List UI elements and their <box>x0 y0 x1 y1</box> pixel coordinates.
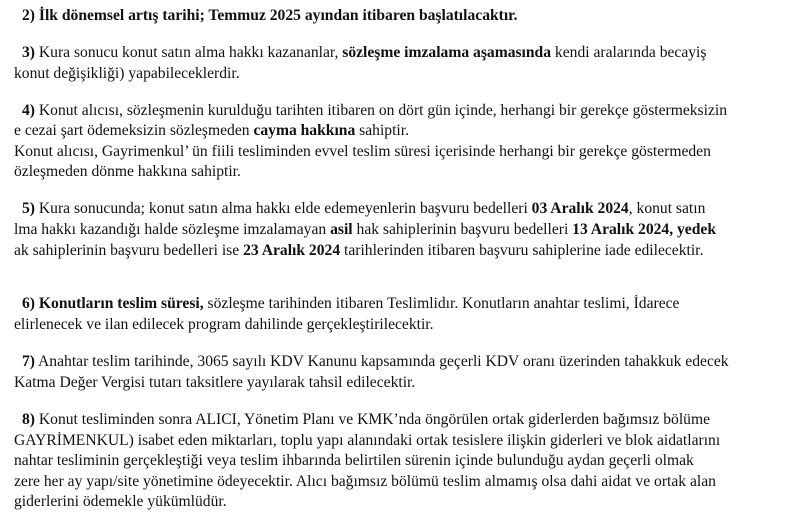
text-run: 23 Aralık 2024 <box>243 242 341 259</box>
text-run: Konut alıcısı, sözleşmenin kurulduğu tarihten itibaren on dört gün içinde, herhangi bir gerekçe göstermeksizin <box>35 102 728 119</box>
text-run: ak sahiplerinin başvuru bedelleri ise <box>14 242 244 259</box>
text-run: sahiptir. <box>355 122 409 139</box>
paragraph-8-line-2 <box>14 431 720 451</box>
paragraph-5-line-1 <box>22 199 705 219</box>
text-run: Konut alıcısı, Gayrimenkul’ ün fiili tesliminden evvel teslim süresi içerisinde herhangi bir gerekçe göstermeden <box>14 143 711 160</box>
text-run: 13 Aralık 2024, yedek <box>572 221 716 238</box>
paragraph-4-line-3 <box>14 142 711 162</box>
text-run: 8) <box>22 411 35 428</box>
text-run: cayma hakkına <box>253 122 356 139</box>
text-run: GAYRİMENKUL) isabet eden miktarları, toplu yapı alanındaki ortak tesislere ilişkin giderleri ve blok aidatlarını <box>14 432 721 449</box>
paragraph-3-line-2 <box>14 64 240 84</box>
text-run: lma hakkı kazandığı halde sözleşme imzalamayan <box>14 221 331 238</box>
text-run: 03 Aralık 2024 <box>531 200 629 217</box>
text-run: Anahtar teslim tarihinde, 3065 sayılı KDV Kanunu kapsamında geçerli KDV oranı üzerinden tahakkuk edecek <box>35 353 729 370</box>
paragraph-2-line-1 <box>22 6 518 26</box>
text-run: sözleşme imzalama aşamasında <box>342 44 552 61</box>
paragraph-4-line-1 <box>22 101 727 121</box>
text-run: Kura sonucunda; konut satın alma hakkı elde edemeyenlerin başvuru bedelleri <box>35 200 532 217</box>
text-run: 5) <box>22 200 35 217</box>
paragraph-8-line-4 <box>14 472 716 492</box>
paragraph-6-line-2 <box>14 315 434 335</box>
paragraph-8-line-5 <box>14 492 227 512</box>
text-run: , konut satın <box>628 200 706 217</box>
paragraph-4-line-2 <box>14 121 409 141</box>
text-run: Konut tesliminden sonra ALICI, Yönetim Planı ve KMK’nda öngörülen ortak giderlerden bağımsız bölüme <box>35 411 711 428</box>
text-run: hak sahiplerinin başvuru bedelleri <box>352 221 573 238</box>
text-run: 2) İlk dönemsel artış tarihi; Temmuz 2025 ayından itibaren başlatılacaktır. <box>22 7 518 24</box>
text-run: 4) <box>22 102 35 119</box>
text-run: sözleşme tarihinden itibaren Teslimlidır. Konutların anahtar teslimi, İdarece <box>203 295 680 312</box>
paragraph-8-line-3 <box>14 451 694 471</box>
text-run: kendi aralarında becayiş <box>551 44 707 61</box>
text-run: konut değişikliği) yapabileceklerdir. <box>14 65 240 82</box>
text-run: e cezai şart ödemeksizin sözleşmeden <box>14 122 254 139</box>
text-run: 6) Konutların teslim süresi, <box>22 295 204 312</box>
paragraph-7-line-1 <box>22 352 729 372</box>
paragraph-5-line-3 <box>14 241 703 261</box>
paragraph-6-line-1 <box>22 294 679 314</box>
text-run: 3) <box>22 44 35 61</box>
paragraph-8-line-1 <box>22 410 710 430</box>
text-run: asil <box>330 221 353 238</box>
text-run: zere her ay yapı/site yönetimine ödeyecektir. Alıcı bağımsız bölümü teslim almamış olsa dahi aidat ve ortak alan <box>14 473 716 490</box>
paragraph-7-line-2 <box>14 373 415 393</box>
text-run: özleşmeden dönme hakkına sahiptir. <box>14 163 241 180</box>
paragraph-5-line-2 <box>14 220 716 240</box>
text-run: nahtar tesliminin gerçekleştiği veya teslim ihbarında belirtilen sürenin içinde bulunduğu aydan geçerli olmak <box>14 452 694 469</box>
text-run: tarihlerinden itibaren başvuru sahiplerine iade edilecektir. <box>340 242 704 259</box>
text-run: elirlenecek ve ilan edilecek program dahilinde gerçekleştirilecektir. <box>14 316 434 333</box>
text-run: giderlerini ödemekle yükümlüdür. <box>14 493 227 510</box>
text-run: Kura sonucu konut satın alma hakkı kazananlar, <box>35 44 343 61</box>
paragraph-4-line-4 <box>14 162 241 182</box>
text-run: Katma Değer Vergisi tutarı taksitlere yayılarak tahsil edilecektir. <box>14 374 416 391</box>
paragraph-3-line-1 <box>22 43 706 63</box>
text-run: 7) <box>22 353 35 370</box>
